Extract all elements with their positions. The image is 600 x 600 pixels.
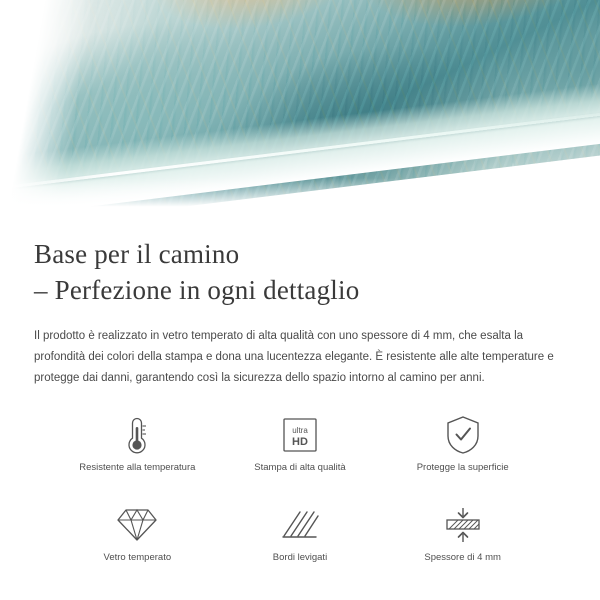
hero-bottom-fade — [0, 178, 600, 218]
feature-item-tempered-glass — [56, 503, 219, 585]
polished-edges-icon — [280, 503, 320, 547]
headline-line-1: Base per il camino — [34, 239, 240, 269]
page-title — [34, 236, 566, 308]
feature-label: Bordi levigati — [272, 552, 328, 563]
hero-image — [0, 0, 600, 218]
svg-text:ultra: ultra — [292, 426, 308, 435]
feature-item-polished-edges — [219, 503, 382, 585]
feature-label: Resistente alla temperatura — [79, 462, 196, 473]
thickness-arrows-icon — [443, 503, 483, 547]
shield-check-icon — [445, 413, 481, 457]
content-block — [0, 218, 600, 585]
description-paragraph: Il prodotto è realizzato in vetro temperato di alta qualità con uno spessore di 4 mm, che esalta la profondità dei colori della stampa e dona una lucentezza elegante. È resistente alle alte temperature e protegge dai danni, garantendo così la sicurezza dello spazio intorno al camino per anni. — [34, 330, 554, 384]
feature-item-thickness — [381, 503, 544, 585]
feature-grid — [34, 413, 566, 585]
thermometer-icon — [122, 413, 152, 457]
feature-label: Stampa di alta qualità — [254, 462, 346, 473]
svg-text:HD: HD — [292, 436, 308, 448]
feature-item-print-quality — [219, 413, 382, 495]
feature-item-temperature — [56, 413, 219, 495]
feature-label: Protegge la superficie — [416, 462, 509, 473]
ultra-hd-icon — [281, 413, 319, 457]
headline-line-2: – Perfezione in ogni dettaglio — [34, 275, 360, 305]
feature-item-surface-protection — [381, 413, 544, 495]
feature-label: Spessore di 4 mm — [424, 552, 501, 563]
diamond-icon — [116, 503, 158, 547]
feature-label: Vetro temperato — [103, 552, 172, 563]
